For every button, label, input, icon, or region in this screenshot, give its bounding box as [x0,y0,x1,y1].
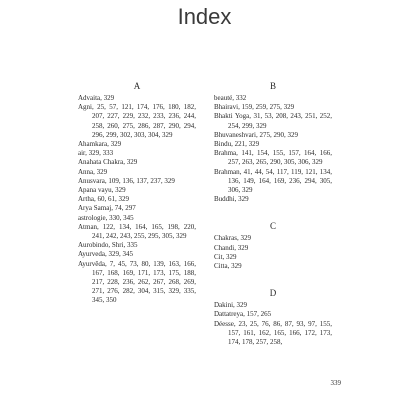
index-entry-list [214,94,332,204]
index-entry: Bindu, 221, 329 [214,140,260,149]
index-entry: astrologie, 330, 345 [78,213,134,222]
index-entry: Chakras, 329 [214,234,251,243]
index-entry: Advaita, 329 [78,94,115,102]
index-entry: Brahma, 141, 154, 155, 157, 164, 166, 257, 263, 265, 290, 305, 306, 329 [214,149,332,167]
index-entry: Déesse, 23, 25, 76, 86, 87, 93, 97, 155, 157, 161, 162, 165, 166, 172, 173, 174, 178, 257, 258, [214,319,332,347]
index-entry: Citta, 329 [214,262,242,271]
index-entry: Anahata Chakra, 329 [78,158,138,167]
index-entry-list [78,94,196,306]
index-entry: Dattatreya, 157, 265 [214,310,272,319]
index-entry: Arya Samaj, 74, 297 [78,204,136,213]
index-entry: Ahamkara, 329 [78,140,122,149]
index-entry: beauté, 332 [214,94,247,102]
index-column-left [78,80,196,306]
page-title: Index [177,4,232,29]
index-entry: Aurobindo, Shri, 335 [78,241,138,250]
index-entry: Anusvara, 109, 136, 137, 237, 329 [78,176,175,185]
index-entry: Anna, 329 [78,167,108,176]
index-entry: Bhakti Yoga, 31, 53, 208, 243, 251, 252, 254, 299, 329 [214,112,332,130]
index-entry: Apana vayu, 329 [78,186,126,195]
index-entry: Cit, 329 [214,252,237,261]
index-entry: Agni, 25, 57, 121, 174, 176, 180, 182, 207, 227, 229, 232, 233, 236, 244, 258, 260, 275, 286, 287, 290, 294, 296, 299, 302, 303, 304, 329 [78,103,196,139]
index-entry: air, 329, 333 [78,149,114,158]
index-entry: Buddhi, 329 [214,195,249,204]
index-entry-list [214,234,332,271]
index-entry: Chandi, 329 [214,243,249,252]
index-entry: Bhairavi, 159, 259, 275, 329 [214,103,295,112]
index-entry: Bhuvaneshvari, 275, 290, 329 [214,130,298,139]
section-letter-c: C [269,221,276,232]
index-entry-list [214,301,332,347]
index-entry: Dakini, 329 [214,301,248,310]
section-letter-a: A [133,81,141,91]
index-entry: Artha, 60, 61, 329 [78,195,129,204]
index-entry: Ayurvêda, 7, 45, 73, 80, 139, 163, 166, 167, 168, 169, 171, 173, 175, 188, 217, 228, 236, 262, 267, 268, 269, 271, 276, 282, 304, 315, 329, 335, 345, 350 [78,259,196,305]
index-entry: Atman, 122, 134, 164, 165, 198, 220, 241, 242, 243, 255, 295, 305, 329 [78,222,196,241]
index-entry: Brahman, 41, 44, 54, 117, 119, 121, 134, 136, 149, 164, 169, 236, 294, 305, 306, 329 [214,167,332,195]
index-column-right [214,80,332,347]
index-entry: Ayurveda, 329, 345 [78,250,133,259]
page-number: 339 [330,379,341,387]
section-letter-d: D [269,288,277,299]
section-letter-b: B [269,81,276,91]
